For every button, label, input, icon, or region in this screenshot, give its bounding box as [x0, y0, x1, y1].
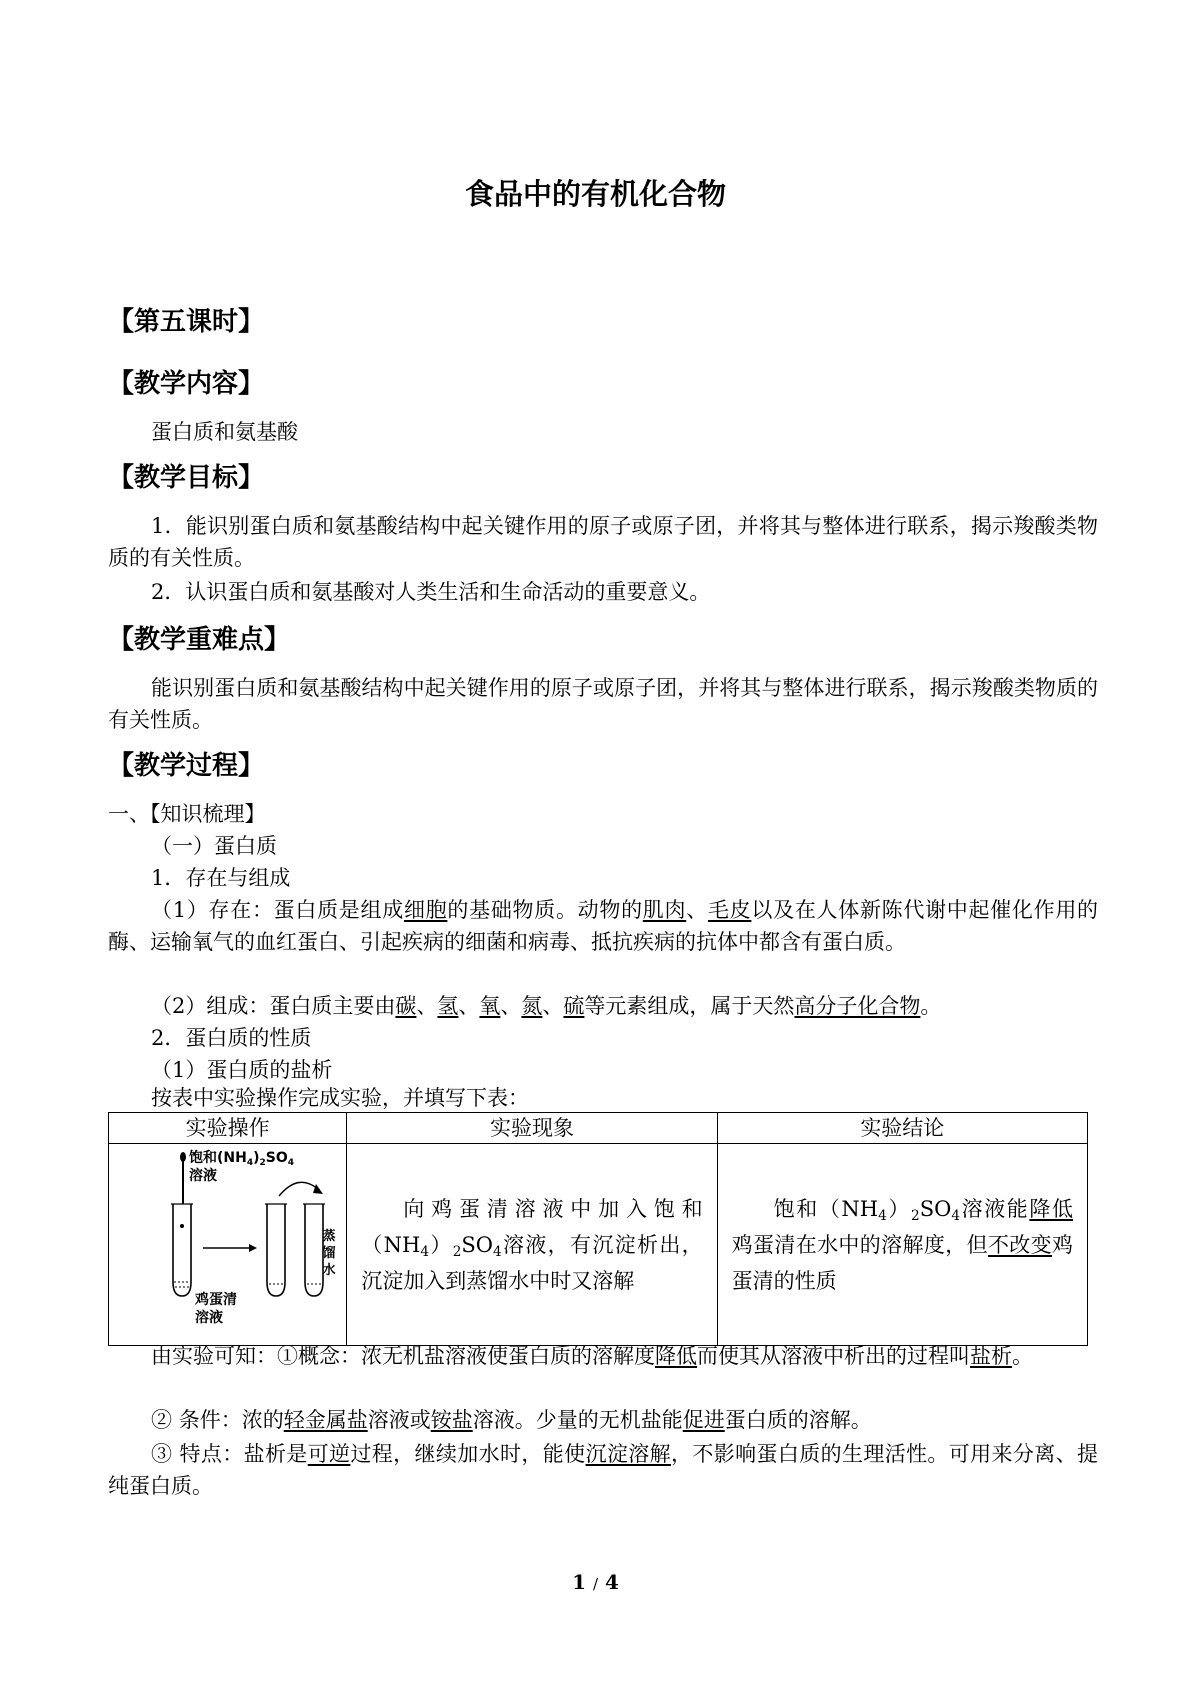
goal-2: 2．认识蛋白质和氨基酸对人类生活和生命活动的重要意义。: [151, 580, 711, 604]
paragraph-feature: ③ 特点：盐析是可逆过程，继续加水时，能使沉淀溶解，不影响蛋白质的生理活性。可用来分离、提纯蛋白质。: [108, 1442, 1099, 1498]
answer-ammonium-salt: 铵盐: [430, 1408, 473, 1432]
heading-process: 【教学过程】: [108, 751, 265, 781]
answer-not-change: 不改变: [987, 1232, 1053, 1257]
paragraph-concept: 由实验可知：①概念：浓无机盐溶液使蛋白质的溶解度降低而使其从溶液中析出的过程叫盐析。: [151, 1344, 1034, 1368]
paragraph-composition: （2）组成：蛋白质主要由碳、氢、氧、氮、硫等元素组成，属于天然高分子化合物。: [151, 994, 942, 1018]
heading-goals: 【教学目标】: [108, 463, 265, 493]
answer-nitrogen: 氮: [521, 994, 543, 1018]
answer-muscle: 肌肉: [642, 898, 687, 922]
sub-protein: （一）蛋白质: [151, 834, 277, 858]
svg-text:水: 水: [322, 1263, 336, 1278]
heading-content: 【教学内容】: [108, 369, 265, 399]
answer-cell: 细胞: [403, 898, 448, 922]
svg-text:蒸: 蒸: [322, 1229, 336, 1244]
svg-text:溶液: 溶液: [189, 1168, 217, 1184]
heading-keypoints: 【教学重难点】: [108, 625, 291, 655]
answer-salting-out: 盐析: [970, 1344, 1013, 1368]
experiment-table: [108, 1112, 1088, 1346]
header-operation: 实验操作: [109, 1113, 347, 1144]
page-title: 食品中的有机化合物: [464, 177, 726, 211]
svg-text:馏: 馏: [322, 1246, 336, 1261]
answer-oxygen: 氧: [479, 994, 501, 1018]
answer-promote: 促进: [682, 1408, 725, 1432]
section-knowledge: 一、【知识梳理】: [108, 802, 266, 826]
answer-reversible: 可逆: [307, 1442, 351, 1466]
answer-sulfur: 硫: [563, 994, 585, 1018]
sub-salting-out: （1）蛋白质的盐析: [151, 1058, 333, 1082]
table-row: [109, 1144, 1088, 1346]
paragraph-existence: （1）存在：蛋白质是组成细胞的基础物质。动物的肌肉、毛皮以及在人体新陈代谢中起催化作用的酶、运输氧气的血红蛋白、引起疾病的细菌和病毒、抵抗疾病的抗体中都含有蛋白质。: [108, 898, 1099, 954]
answer-light-metal-salt: 轻金属盐: [283, 1408, 368, 1432]
header-phenomenon: 实验现象: [347, 1113, 717, 1144]
header-conclusion: 实验结论: [717, 1113, 1087, 1144]
heading-lesson: 【第五课时】: [108, 307, 265, 337]
goal-1: 1．能识别蛋白质和氨基酸结构中起关键作用的原子或原子团，并将其与整体进行联系，揭示羧酸类物质的有关性质。: [108, 514, 1098, 570]
operation-cell: [109, 1144, 347, 1346]
svg-text:鸡蛋清: 鸡蛋清: [195, 1292, 237, 1308]
answer-fur: 毛皮: [707, 898, 752, 922]
svg-text:饱和(NH4)2SO4: 饱和$(NH_4)_2SO_4$: [189, 1150, 295, 1168]
item-properties: 2．蛋白质的性质: [151, 1026, 312, 1050]
answer-hydrogen: 氢: [437, 994, 459, 1018]
page-number: 1 / 4: [572, 1570, 619, 1594]
table-intro: 按表中实验操作完成实验，并填写下表：: [151, 1086, 529, 1110]
svg-text:溶液: 溶液: [195, 1310, 223, 1326]
phenomenon-cell: 向鸡蛋清溶液中加入饱和$(NH_4)_2SO_4$溶液，有沉淀析出，沉淀加入到蒸馏水中时又溶解: [347, 1144, 717, 1346]
experiment-diagram: [109, 1144, 337, 1334]
content-text: 蛋白质和氨基酸: [151, 420, 298, 444]
answer-reduce: 降低: [655, 1344, 698, 1368]
answer-dissolve: 沉淀溶解: [585, 1442, 671, 1466]
answer-polymer: 高分子化合物: [794, 994, 921, 1018]
paragraph-condition: ② 条件：浓的轻金属盐溶液或铵盐溶液。少量的无机盐能促进蛋白质的溶解。: [151, 1408, 872, 1432]
answer-carbon: 碳: [395, 994, 417, 1018]
table-header-row: [109, 1113, 1088, 1144]
conclusion-cell: 饱和$(NH_4)_2SO_4$溶液能降低鸡蛋清在水中的溶解度，但不改变鸡蛋清的性质: [717, 1144, 1087, 1346]
answer-lower: 降低: [1029, 1196, 1074, 1221]
item-existence-composition: 1．存在与组成: [151, 866, 291, 890]
keypoints-text: 能识别蛋白质和氨基酸结构中起关键作用的原子或原子团，并将其与整体进行联系，揭示羧酸类物质的有关性质。: [108, 676, 1098, 732]
